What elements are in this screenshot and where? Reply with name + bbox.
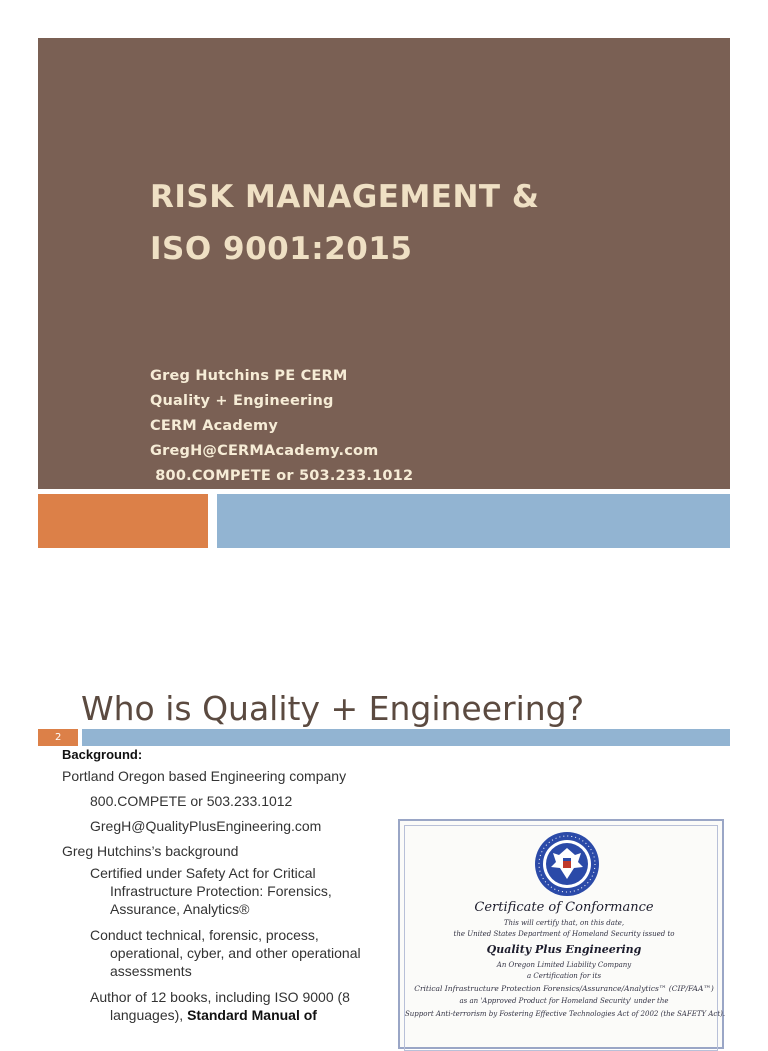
slide-title-line: RISK MANAGEMENT & [150, 179, 540, 215]
slide2-header-bar [82, 729, 730, 746]
list-item-books [90, 988, 392, 1024]
certificate-line: as an 'Approved Product for Homeland Security' under the [459, 997, 669, 1005]
slide-title [150, 171, 539, 275]
certificate-company: Quality Plus Engineering [486, 943, 642, 956]
certificate-inner-border [404, 825, 726, 1051]
list-item-phone: 800.COMPETE or 503.233.1012 [90, 793, 293, 809]
dhs-seal-icon [534, 831, 600, 897]
accent-bar-blue [217, 494, 730, 548]
author-company: Quality + Engineering [150, 393, 334, 409]
page-number-badge: 2 [38, 729, 78, 746]
slide2-content [62, 746, 392, 1032]
author-email: GregH@CERMAcademy.com [150, 443, 379, 459]
list-item-email: GregH@QualityPlusEngineering.com [90, 818, 322, 834]
certificate-line: the United States Department of Homeland Security issued to [453, 930, 675, 938]
certificate-line: Support Anti-terrorism by Fostering Effective Technologies Act of 2002 (the SAFETY Act). [405, 1010, 726, 1018]
background-heading: Background: [62, 747, 143, 762]
list-item: Portland Oregon based Engineering company [62, 768, 347, 784]
books-title-bold: Standard Manual of [187, 1007, 317, 1023]
certificate-line: An Oregon Limited Liability Company [496, 961, 632, 969]
books-text: Author of 12 books, including ISO 9000 (8 languages), [90, 989, 350, 1023]
slide-title-line: ISO 9001:2015 [150, 231, 413, 267]
certificate-image [398, 819, 724, 1049]
list-item: Greg Hutchins’s background [62, 843, 239, 859]
title-slide-panel [38, 38, 730, 489]
author-contact-block [150, 364, 413, 489]
certificate-line: This will certify that, on this date, [503, 919, 625, 927]
author-phone: 800.COMPETE or 503.233.1012 [150, 468, 414, 484]
accent-bar-orange [38, 494, 208, 548]
certificate-title: Certificate of Conformance [474, 900, 654, 915]
author-academy: CERM Academy [150, 418, 278, 434]
list-item-assessments: Conduct technical, forensic, process, operational, cyber, and other operational assessments [90, 927, 361, 979]
certificate-line: a Certification for its [526, 972, 602, 980]
slide2-title: Who is Quality + Engineering? [81, 689, 585, 728]
list-item-safety-act: Certified under Safety Act for Critical Infrastructure Protection: Forensics, Assurance, Analytics® [90, 865, 332, 917]
author-name: Greg Hutchins PE CERM [150, 368, 348, 384]
certificate-line: Critical Infrastructure Protection Forensics/Assurance/Analytics™ (CIP/FAA™) [414, 984, 714, 993]
